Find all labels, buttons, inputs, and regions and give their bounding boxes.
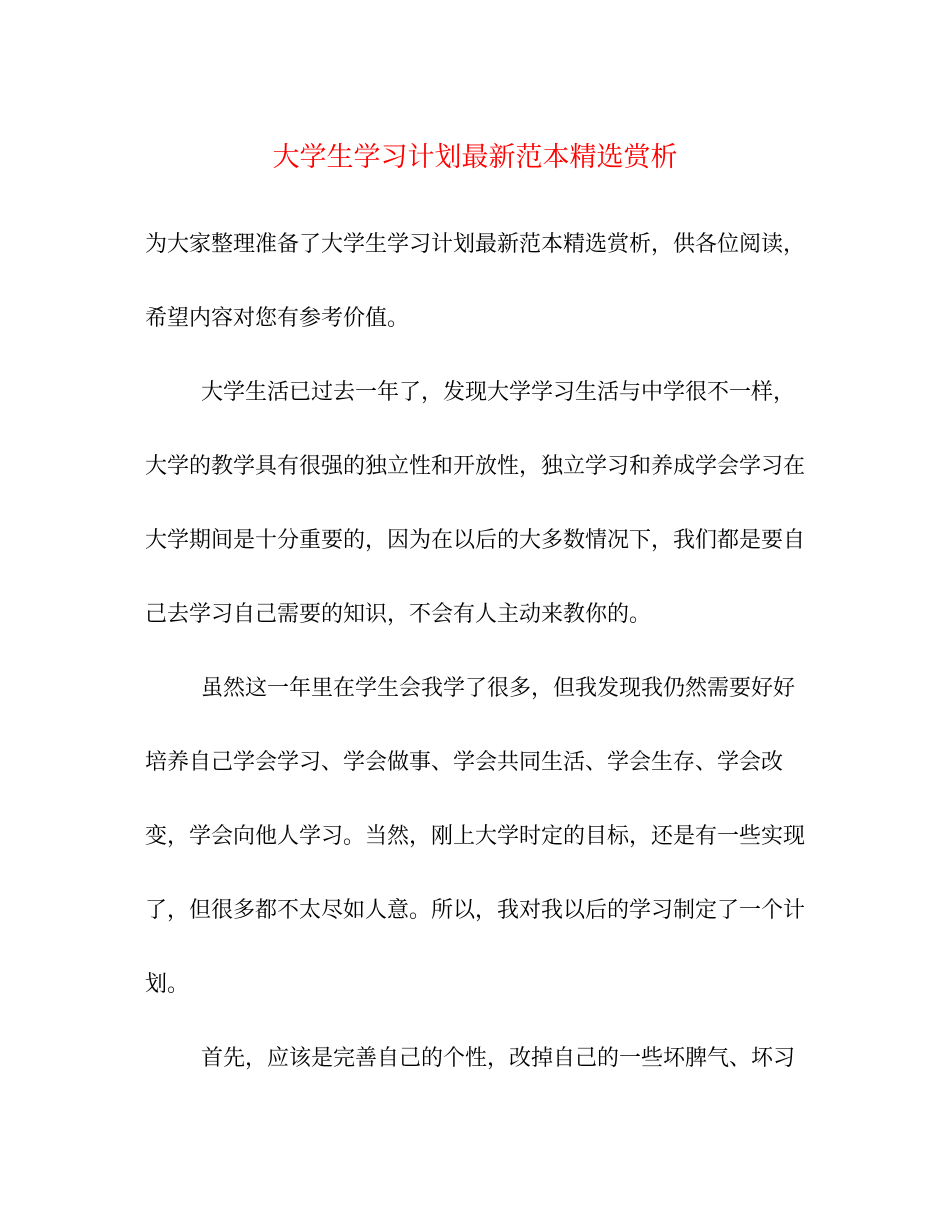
paragraph-2-line-4: 己去学习自己需要的知识，不会有人主动来教你的。 (145, 602, 652, 627)
paragraph-2-line-2: 大学的教学具有很强的独立性和开放性，独立学习和养成学会学习在 (145, 454, 806, 479)
paragraph-2-line-1: 大学生活已过去一年了，发现大学学习生活与中学很不一样， (201, 380, 796, 405)
paragraph-3-line-5: 划。 (145, 972, 190, 997)
paragraph-3-line-4: 了，但很多都不太尽如人意。所以，我对我以后的学习制定了一个计 (145, 898, 806, 923)
paragraph-2-line-3: 大学期间是十分重要的，因为在以后的大多数情况下，我们都是要自 (145, 528, 806, 553)
document-title: 大学生学习计划最新范本精选赏析 (272, 142, 678, 173)
paragraph-3-line-1: 虽然这一年里在学生会我学了很多，但我发现我仍然需要好好 (201, 676, 796, 701)
paragraph-1-line-2: 希望内容对您有参考价值。 (145, 306, 410, 331)
paragraph-3-line-2: 培养自己学会学习、学会做事、学会共同生活、学会生存、学会改 (145, 750, 784, 775)
paragraph-3-line-3: 变，学会向他人学习。当然，刚上大学时定的目标，还是有一些实现 (145, 824, 806, 849)
paragraph-4-line-1: 首先，应该是完善自己的个性，改掉自己的一些坏脾气、坏习 (201, 1046, 796, 1071)
paragraph-1-line-1: 为大家整理准备了大学生学习计划最新范本精选赏析，供各位阅读， (145, 232, 806, 257)
